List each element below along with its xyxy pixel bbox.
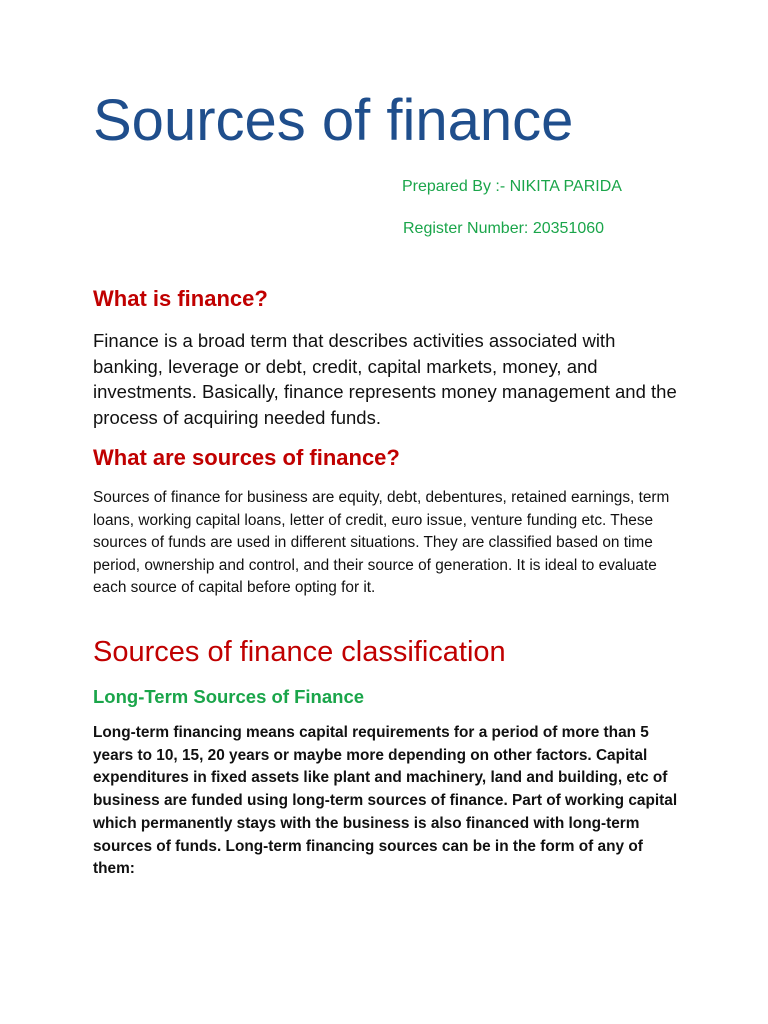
- subheading-long-term: Long-Term Sources of Finance: [93, 686, 365, 707]
- prepared-by: Prepared By :- NIKITA PARIDA: [402, 178, 622, 195]
- heading-what-is-finance: What is finance?: [93, 286, 268, 311]
- document-title: Sources of finance: [93, 88, 574, 153]
- paragraph-what-are-sources: Sources of finance for business are equity, debt, debentures, retained earnings, term loans, working capital loans, letter of credit, euro issue, venture funding etc. These sources of funds are used in different situations. They are classified based on time period, ownership and control, and their source of generation. It is ideal to evaluate each source of capital before opting for it.: [93, 489, 670, 597]
- register-number: Register Number: 20351060: [403, 220, 605, 237]
- paragraph-long-term: Long-term financing means capital requirements for a period of more than 5 years to 10, 15, 20 years or maybe more depending on other factors. Capital expenditures in fixed assets like plant and machinery, land and building, etc of business are funded using long-term sources of finance. Part of working capital which permanently stays with the business is also financed with long-term sources of funds. Long-term financing sources can be in the form of any of them:: [93, 724, 678, 878]
- paragraph-what-is-finance: Finance is a broad term that describes activities associated with banking, leverage or debt, credit, capital markets, money, and investments. Basically, finance represents money management and the process of acquiring needed funds.: [93, 330, 677, 428]
- heading-what-are-sources: What are sources of finance?: [93, 445, 400, 470]
- heading-classification: Sources of finance classification: [93, 636, 506, 668]
